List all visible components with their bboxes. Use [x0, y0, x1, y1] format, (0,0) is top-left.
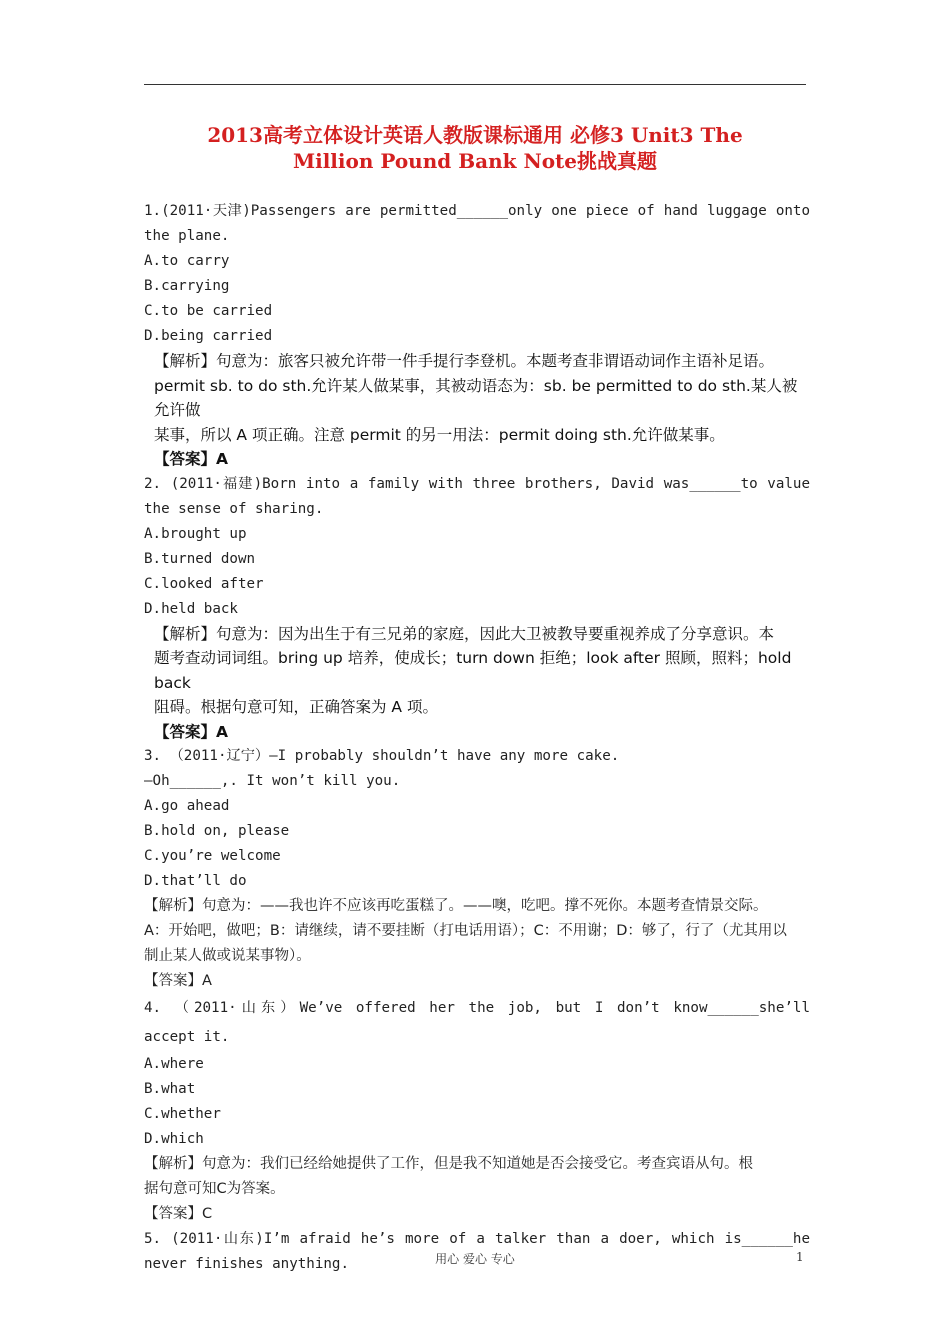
analysis-line: 【解析】句意为：因为出生于有三兄弟的家庭，因此大卫被教导要重视养成了分享意识。本 — [154, 624, 775, 643]
option-c: C.to be carried — [144, 303, 273, 319]
question-list — [144, 199, 810, 1277]
question-stem-cont: never finishes anything. — [144, 1256, 349, 1272]
option-b: B.turned down — [144, 550, 256, 567]
option-c: C.whether — [144, 1106, 221, 1122]
title-line-1: 2013高考立体设计英语人教版课标通用 必修3 Unit3 The — [207, 123, 743, 147]
analysis-block — [144, 1152, 810, 1227]
question-stem: 3. （2011·辽宁）—I probably shouldn’t have any more cake. — [144, 748, 620, 764]
question-2 — [144, 472, 810, 745]
option-a: A.to carry — [144, 253, 230, 269]
option-b: B.carrying — [144, 278, 230, 294]
analysis-line: A：开始吧，做吧；B：请继续，请不要挂断（打电话用语）；C：不用谢；D：够了，行了（尤其用以 — [144, 923, 787, 939]
footer-slogan: 用心 爱心 专心 — [435, 1252, 515, 1266]
answer-line: 【答案】C — [144, 1206, 213, 1222]
question-4 — [144, 994, 810, 1227]
question-stem: 4. （2011·山东）We’ve offered her the job, but I don’t know______she’ll — [144, 1000, 810, 1016]
analysis-line: 据句意可知C为答案。 — [144, 1181, 285, 1197]
header-rule — [144, 84, 806, 85]
analysis-block — [144, 349, 810, 472]
analysis-line: 【解析】句意为：我们已经给她提供了工作，但是我不知道她是否会接受它。考查宾语从句。根 — [144, 1156, 753, 1172]
answer-line: 【答案】A — [144, 973, 212, 989]
analysis-line: 阻碍。根据句意可知，正确答案为 A 项。 — [154, 698, 438, 716]
title-line-2: Million Pound Bank Note挑战真题 — [292, 149, 658, 173]
analysis-line: 制止某人做或说某事物）。 — [144, 948, 311, 964]
option-d: D.that’ll do — [144, 873, 247, 889]
answer-line: 【答案】A — [154, 722, 228, 741]
question-stem-cont: —Oh______,. It won’t kill you. — [144, 773, 401, 789]
analysis-line: 【解析】句意为：——我也许不应该再吃蛋糕了。——噢，吃吧。撑不死你。本题考查情景交际。 — [144, 898, 768, 914]
question-1 — [144, 199, 810, 472]
analysis-line: 题考查动词词组。bring up 培养，使成长；turn down 拒绝；look after 照顾，照料；hold back — [154, 649, 792, 692]
document-title — [144, 122, 806, 174]
analysis-line: 某事，所以 A 项正确。注意 permit 的另一用法：permit doing sth.允许做某事。 — [154, 425, 725, 444]
question-stem-cont: accept it. — [144, 1029, 230, 1045]
page-number: 1 — [796, 1250, 804, 1264]
option-d: D.held back — [144, 600, 238, 617]
option-c: C.you’re welcome — [144, 848, 281, 864]
analysis-line: 【解析】句意为：旅客只被允许带一件手提行李登机。本题考查非谓语动词作主语补足语。 — [154, 352, 775, 370]
answer-line: 【答案】A — [154, 450, 228, 468]
option-a: A.where — [144, 1056, 204, 1072]
option-a: A.brought up — [144, 525, 247, 542]
option-d: D.being carried — [144, 328, 273, 344]
analysis-line: permit sb. to do sth.允许某人做某事，其被动语态为：sb. be permitted to do sth.某人被允许做 — [154, 376, 798, 419]
option-b: B.hold on, please — [144, 823, 290, 839]
question-stem: 5. (2011·山东)I’m afraid he’s more of a talker than a doer, which is______he — [144, 1231, 810, 1247]
question-3 — [144, 744, 810, 994]
question-stem: 1.(2011·天津)Passengers are permitted______only one piece of hand luggage onto — [144, 203, 810, 219]
question-stem-cont: the sense of sharing. — [144, 500, 324, 517]
option-c: C.looked after — [144, 575, 264, 592]
question-stem-cont: the plane. — [144, 228, 230, 244]
analysis-block — [144, 622, 810, 745]
option-a: A.go ahead — [144, 798, 230, 814]
analysis-block — [144, 894, 810, 994]
question-stem: 2. (2011·福建)Born into a family with three brothers, David was______to value — [144, 475, 810, 492]
option-d: D.which — [144, 1131, 204, 1147]
option-b: B.what — [144, 1081, 196, 1097]
